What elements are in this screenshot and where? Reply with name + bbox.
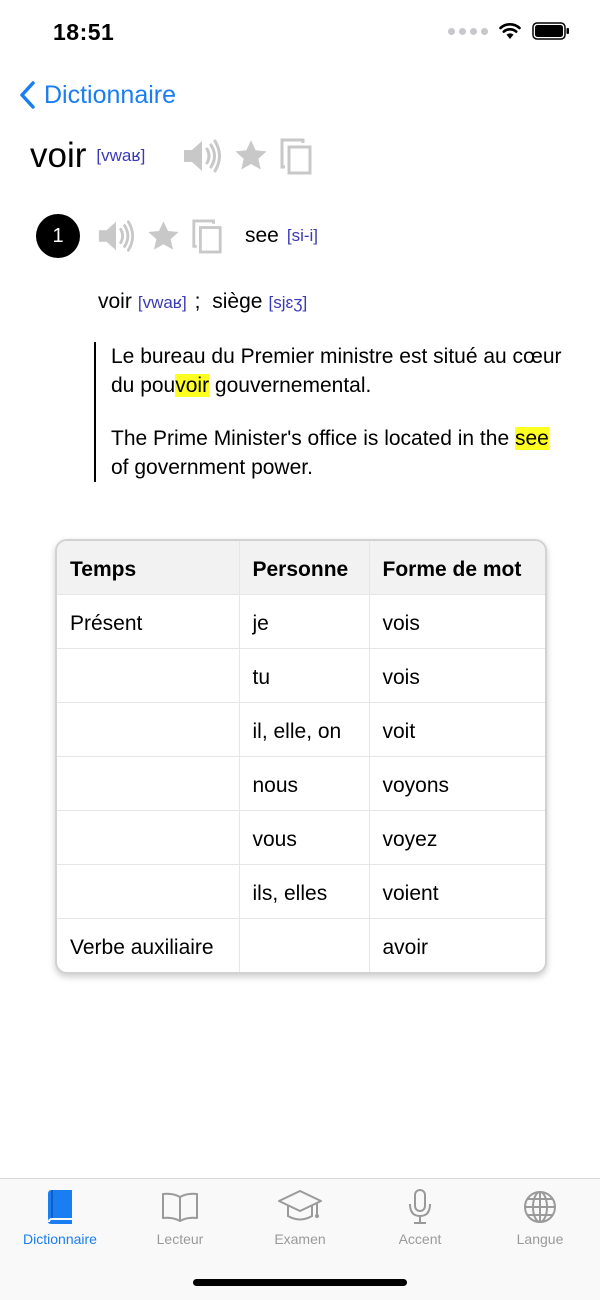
table-cell-tense <box>57 703 239 757</box>
table-cell-person: ils, elles <box>239 865 369 919</box>
sense-translation: see <box>245 224 279 247</box>
star-icon[interactable] <box>233 138 269 174</box>
table-cell-form: vois <box>369 649 545 703</box>
tab-label: Lecteur <box>156 1231 204 1247</box>
star-icon[interactable] <box>146 219 181 254</box>
synonym-line <box>98 290 307 314</box>
synonym-ipa: [sjɛʒ] <box>268 293 308 312</box>
headword-row <box>30 136 313 176</box>
speaker-icon[interactable] <box>181 136 223 176</box>
back-button[interactable] <box>18 80 176 110</box>
graduation-cap-icon <box>240 1187 360 1227</box>
synonym-word: siège <box>212 290 263 313</box>
header-personne: Personne <box>239 541 369 595</box>
tab-langue[interactable] <box>480 1187 600 1247</box>
headword: voir <box>30 136 87 175</box>
tab-examen[interactable] <box>240 1187 360 1247</box>
sense-number-badge: 1 <box>36 214 80 258</box>
chevron-left-icon <box>18 80 36 110</box>
globe-icon <box>480 1187 600 1227</box>
highlighted-word: voir <box>175 374 210 397</box>
tab-label: Langue <box>516 1231 564 1247</box>
battery-icon <box>532 22 570 40</box>
copy-icon[interactable] <box>191 218 223 254</box>
table-row <box>57 865 545 919</box>
table-cell-tense <box>57 757 239 811</box>
header-forme: Forme de mot <box>369 541 545 595</box>
speaker-icon[interactable] <box>96 217 136 255</box>
table-row <box>57 595 545 649</box>
headword-ipa: [vwaʁ] <box>96 146 146 165</box>
sense-row <box>36 214 318 258</box>
tab-label: Dictionnaire <box>23 1231 97 1247</box>
table-cell-form: avoir <box>369 919 545 973</box>
example-french: Le bureau du Premier ministre est situé au cœur du pouvoir gouvernemental. <box>111 345 562 397</box>
sense-actions <box>96 217 223 255</box>
table-cell-person: vous <box>239 811 369 865</box>
tab-dictionnaire[interactable] <box>0 1187 120 1247</box>
example-block <box>94 342 571 482</box>
table-cell-person: tu <box>239 649 369 703</box>
headword-actions <box>181 136 313 176</box>
table-cell-form: vois <box>369 595 545 649</box>
table-cell-tense: Verbe auxiliaire <box>57 919 239 973</box>
status-time: 18:51 <box>53 19 115 45</box>
table-cell-form: voyez <box>369 811 545 865</box>
table-row <box>57 811 545 865</box>
table-cell-tense <box>57 865 239 919</box>
table-row <box>57 919 545 973</box>
table-cell-form: voient <box>369 865 545 919</box>
microphone-icon <box>360 1187 480 1227</box>
table-cell-form: voyons <box>369 757 545 811</box>
example-english: The Prime Minister's office is located in the see of government power. <box>111 427 549 479</box>
table-cell-form: voit <box>369 703 545 757</box>
status-bar <box>0 0 600 66</box>
tab-lecteur[interactable] <box>120 1187 240 1247</box>
table-row <box>57 703 545 757</box>
tab-label: Accent <box>398 1231 442 1247</box>
table-cell-tense <box>57 811 239 865</box>
signal-dots-icon <box>448 28 488 35</box>
highlighted-word: see <box>514 427 549 450</box>
home-indicator <box>193 1279 407 1286</box>
synonym-ipa: [vwaʁ] <box>137 293 187 312</box>
table-row <box>57 649 545 703</box>
back-button-label: Dictionnaire <box>44 80 177 109</box>
table-header-row <box>57 541 545 595</box>
conjugation-table <box>55 539 547 974</box>
table-cell-tense: Présent <box>57 595 239 649</box>
table-row <box>57 757 545 811</box>
tab-label: Examen <box>274 1231 326 1247</box>
copy-icon[interactable] <box>279 137 313 175</box>
book-filled-icon <box>0 1187 120 1227</box>
table-cell-tense <box>57 649 239 703</box>
status-icons <box>448 22 570 40</box>
table-cell-person <box>239 919 369 973</box>
sense-translation-ipa: [si-i] <box>286 226 319 245</box>
table-cell-person: je <box>239 595 369 649</box>
header-temps: Temps <box>57 541 239 595</box>
table-cell-person: nous <box>239 757 369 811</box>
wifi-icon <box>498 22 522 40</box>
open-book-icon <box>120 1187 240 1227</box>
synonym-separator: ; <box>194 290 201 313</box>
tab-accent[interactable] <box>360 1187 480 1247</box>
synonym-word: voir <box>98 290 132 313</box>
table-cell-person: il, elle, on <box>239 703 369 757</box>
